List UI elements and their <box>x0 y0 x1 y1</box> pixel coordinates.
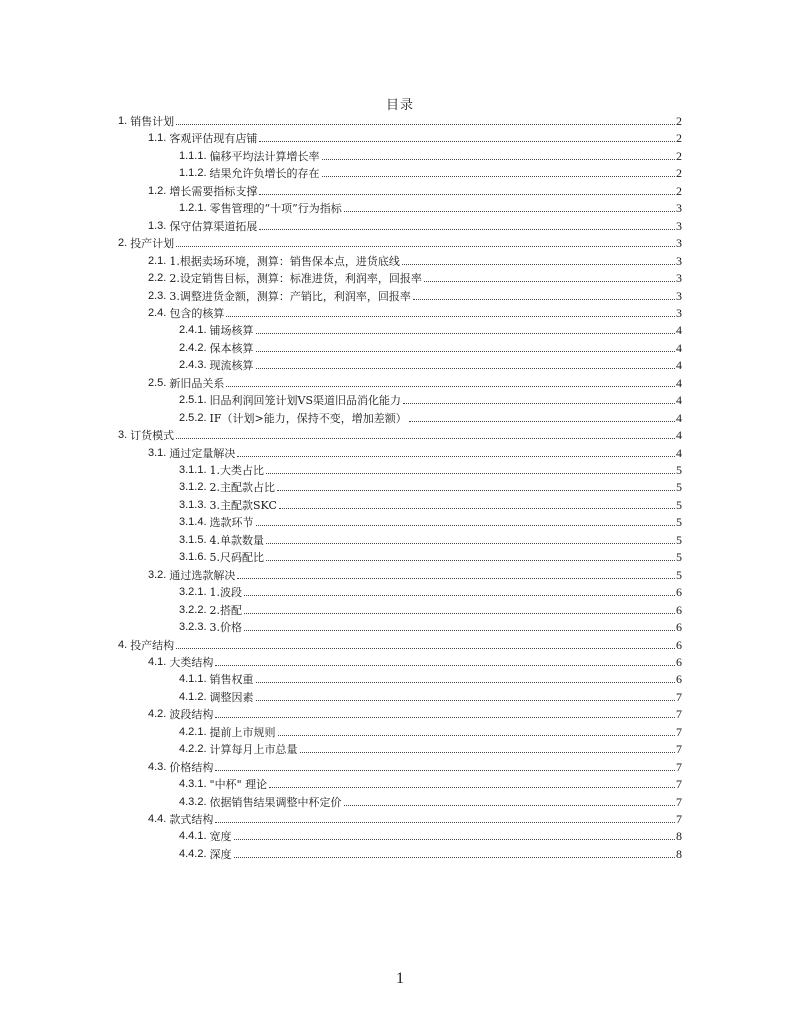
dot-leader <box>256 333 675 334</box>
toc-entry[interactable] <box>179 163 682 180</box>
toc-entry-number: 4.2.2. <box>179 743 207 756</box>
toc-entry-number: 2.3. <box>148 289 167 302</box>
toc-entry-number: 3.1.6. <box>179 551 207 564</box>
toc-entry-number: 1.3. <box>148 219 167 232</box>
toc-entry-label[interactable]: 1.波段 <box>209 586 243 600</box>
toc-entry-page[interactable]: 3 <box>676 218 682 233</box>
toc-entry-label[interactable]: 4.单款数量 <box>209 533 265 547</box>
toc-entry-number: 4.3.2. <box>179 795 207 808</box>
toc-entry-label[interactable]: 现流核算 <box>209 359 254 373</box>
toc-entry-label[interactable]: 宽度 <box>209 830 232 844</box>
toc-entry-page[interactable]: 4 <box>676 445 682 460</box>
toc-entry[interactable] <box>148 128 682 145</box>
toc-entry-label[interactable]: 结果允许负增长的存在 <box>209 167 320 181</box>
toc-entry[interactable] <box>148 286 682 303</box>
toc-entry-page[interactable]: 4 <box>676 323 682 338</box>
dot-leader <box>266 473 675 474</box>
toc-entry-page[interactable]: 5 <box>676 497 682 512</box>
toc-entry-number: 3. <box>118 429 128 442</box>
dot-leader <box>269 787 675 788</box>
dot-leader <box>226 316 675 317</box>
toc-entry-page[interactable]: 5 <box>676 550 682 565</box>
toc-entry-label[interactable]: 波段结构 <box>169 708 214 722</box>
toc-entry-number: 3.1.2. <box>179 481 207 494</box>
toc-entry-page[interactable]: 6 <box>676 602 682 617</box>
dot-leader <box>266 543 675 544</box>
toc-entry-number: 4.1. <box>148 655 167 668</box>
toc-entry-page[interactable]: 7 <box>676 724 682 739</box>
dot-leader <box>266 560 675 561</box>
toc-entry[interactable] <box>148 373 682 390</box>
toc-entry-number: 4.3.1. <box>179 778 207 791</box>
toc-entry-page[interactable]: 3 <box>676 271 682 286</box>
toc-entry[interactable] <box>148 809 682 826</box>
toc-entry-label[interactable]: 深度 <box>209 847 232 861</box>
toc-entry-label[interactable]: 1.根据卖场环境，测算：销售保本点，进货底线 <box>169 254 400 268</box>
toc-entry[interactable] <box>148 652 682 669</box>
toc-entry-label[interactable]: 偏移平均法计算增长率 <box>209 149 320 163</box>
toc-entry-label[interactable]: 3.价格 <box>209 621 243 635</box>
toc-entry[interactable] <box>179 547 682 564</box>
dot-leader <box>215 822 675 823</box>
toc-entry[interactable] <box>179 512 682 529</box>
dot-leader <box>402 264 675 265</box>
toc-entry-number: 3.1.3. <box>179 498 207 511</box>
toc-entry-label[interactable]: 零售管理的“十项”行为指标 <box>209 202 342 216</box>
toc-entry-label[interactable]: 投产计划 <box>130 237 175 251</box>
toc-entry-number: 2.4.1. <box>179 324 207 337</box>
toc-entry[interactable] <box>179 338 682 355</box>
toc-entry-page[interactable]: 4 <box>676 428 682 443</box>
toc-entry-label[interactable]: 销售权重 <box>209 673 254 687</box>
dot-leader <box>215 717 675 718</box>
toc-entry-number: 2.5. <box>148 376 167 389</box>
toc-entry-page[interactable]: 5 <box>676 515 682 530</box>
dot-leader <box>413 299 675 300</box>
toc-entry-number: 2.4. <box>148 306 167 319</box>
toc-entry[interactable] <box>118 425 682 442</box>
toc-entry-label[interactable]: 计算每月上市总量 <box>209 743 298 757</box>
dot-leader <box>322 176 675 177</box>
toc-entry-page[interactable]: 7 <box>676 812 682 826</box>
toc-entry-page[interactable]: 6 <box>676 637 682 652</box>
toc-entry-label[interactable]: 保本核算 <box>209 341 254 355</box>
dot-leader <box>344 211 675 212</box>
toc-entry[interactable] <box>148 757 682 774</box>
toc-entry-number: 4.3. <box>148 760 167 773</box>
dot-leader <box>256 700 675 701</box>
dot-leader <box>300 752 675 753</box>
toc-entry-label[interactable]: 1.大类占比 <box>209 464 265 477</box>
toc-entry-page[interactable]: 2 <box>676 131 682 146</box>
toc-entry-number: 2.4.3. <box>179 359 207 372</box>
toc-entry-label[interactable]: 依据销售结果调整中杯定价 <box>209 795 342 809</box>
toc-entry-label[interactable]: 通过定量解决 <box>169 446 236 460</box>
toc-entry-label[interactable]: 旧品利润回笼计划VS渠道旧品消化能力 <box>209 394 402 408</box>
dot-leader <box>237 578 675 579</box>
toc-entry[interactable] <box>179 477 682 494</box>
toc-entry[interactable] <box>148 268 682 285</box>
toc-entry-page[interactable]: 4 <box>676 358 682 373</box>
dot-leader <box>403 403 675 404</box>
toc-entry[interactable] <box>118 111 682 128</box>
dot-leader <box>176 648 675 649</box>
toc-entry-page[interactable]: 7 <box>676 777 682 792</box>
toc-entry-number: 4. <box>118 638 128 651</box>
dot-leader <box>256 368 675 369</box>
toc-entry-label[interactable]: 大类结构 <box>169 655 214 669</box>
toc-entry-label[interactable]: 客观评估现有店铺 <box>169 132 258 146</box>
toc-entry-page[interactable]: 5 <box>676 463 682 477</box>
toc-entry-number: 1.2.1. <box>179 202 207 215</box>
toc-title: 目录 <box>385 98 414 113</box>
toc-entry-label[interactable]: 3.调整进货金额，测算：产销比，利润率，回报率 <box>169 289 411 303</box>
toc-entry-page[interactable]: 3 <box>676 253 682 268</box>
toc-entry-page[interactable]: 8 <box>676 846 682 861</box>
toc-entry[interactable] <box>179 774 682 791</box>
toc-entry-label[interactable]: 增长需要指标支撑 <box>169 184 258 198</box>
toc-entry-page[interactable]: 7 <box>676 794 682 809</box>
toc-entry-label[interactable]: 销售计划 <box>130 115 175 128</box>
toc-entry-number: 3.1.4. <box>179 516 207 529</box>
toc-entry-label[interactable]: 3.主配款SKC <box>209 498 277 512</box>
toc-entry-number: 3.2. <box>148 568 167 581</box>
toc-entry-label[interactable]: 保守估算渠道拓展 <box>169 219 258 233</box>
dot-leader <box>259 141 675 142</box>
toc-entry-number: 1. <box>118 115 128 127</box>
toc-entry-page[interactable]: 6 <box>676 585 682 600</box>
toc-entry[interactable] <box>118 635 682 652</box>
dot-leader <box>244 630 675 631</box>
toc-entry-number: 2. <box>118 237 128 250</box>
toc-entry-number: 4.1.1. <box>179 673 207 686</box>
toc-entry-label[interactable]: 投产结构 <box>130 638 175 652</box>
toc-entry-page[interactable]: 8 <box>676 829 682 844</box>
toc-entry-page[interactable]: 3 <box>676 236 682 251</box>
toc-entry-number: 4.2. <box>148 708 167 721</box>
toc-entry[interactable] <box>148 251 682 268</box>
toc-entry[interactable] <box>179 582 682 599</box>
dot-leader <box>256 525 675 526</box>
dot-leader <box>322 159 675 160</box>
dot-leader <box>176 246 675 247</box>
toc-entry[interactable] <box>148 565 682 582</box>
toc-entry-page[interactable]: 5 <box>676 532 682 547</box>
toc-entry-number: 4.4. <box>148 813 167 825</box>
toc-entry-page[interactable]: 7 <box>676 707 682 722</box>
toc-entry[interactable] <box>179 600 682 617</box>
toc-entry-number: 2.5.1. <box>179 394 207 407</box>
toc-entry[interactable] <box>148 181 682 198</box>
toc-entry[interactable] <box>179 722 682 739</box>
toc-entry-label[interactable]: "中杯" 理论 <box>209 778 268 792</box>
toc-entry-page[interactable]: 3 <box>676 288 682 303</box>
toc-entry[interactable] <box>179 826 682 843</box>
toc-entry[interactable] <box>179 530 682 547</box>
toc-entry-number: 1.2. <box>148 184 167 197</box>
toc-entry-number: 3.1. <box>148 446 167 459</box>
toc-entry-label[interactable]: 调整因素 <box>209 690 254 704</box>
toc-entry-number: 2.2. <box>148 272 167 285</box>
toc-entry-label[interactable]: 5.尺码配比 <box>209 551 265 565</box>
dot-leader <box>237 456 675 457</box>
toc-entry-label[interactable]: 订货模式 <box>130 429 175 443</box>
toc-entry-label[interactable]: 选款环节 <box>209 516 254 530</box>
toc-entry[interactable] <box>179 495 682 512</box>
toc-entry-label[interactable]: 铺场核算 <box>209 324 254 338</box>
toc-entry-page[interactable]: 2 <box>676 183 682 198</box>
toc-entry-label[interactable]: 2.设定销售目标，测算：标准进货，利润率，回报率 <box>169 272 422 286</box>
dot-leader <box>279 508 675 509</box>
toc-entry-page[interactable]: 5 <box>676 480 682 495</box>
toc-entry-label[interactable]: IF（计划>能力，保持不变，增加差额） <box>209 411 407 425</box>
toc-entry-label[interactable]: 提前上市规则 <box>209 725 276 739</box>
toc-entry-number: 1.1.2. <box>179 167 207 180</box>
dot-leader <box>278 735 675 736</box>
toc-entry[interactable] <box>148 704 682 721</box>
toc-entry[interactable] <box>179 390 682 407</box>
toc-entry-number: 2.1. <box>148 254 167 267</box>
toc-entry[interactable] <box>179 687 682 704</box>
toc-entry[interactable] <box>179 460 682 477</box>
toc-entry-number: 4.4.2. <box>179 847 207 860</box>
dot-leader <box>256 351 675 352</box>
dot-leader <box>215 770 675 771</box>
dot-leader <box>244 595 675 596</box>
toc-entry-label[interactable]: 价格结构 <box>169 760 214 774</box>
toc-entry[interactable] <box>179 408 682 425</box>
toc-entry-page[interactable]: 6 <box>676 654 682 669</box>
toc-entry-page[interactable]: 2 <box>676 148 682 163</box>
toc-entry-number: 2.5.2. <box>179 411 207 424</box>
dot-leader <box>176 124 675 125</box>
page-number: 1 <box>396 970 404 987</box>
dot-leader <box>234 857 675 858</box>
toc-entry[interactable] <box>179 792 682 809</box>
toc-entry-page[interactable]: 7 <box>676 689 682 704</box>
dot-leader <box>424 281 675 282</box>
toc-entry-page[interactable]: 5 <box>676 567 682 582</box>
toc-entry-number: 3.2.2. <box>179 603 207 616</box>
toc-entry-label[interactable]: 2.搭配 <box>209 603 243 617</box>
toc-entry-number: 3.1.5. <box>179 533 207 546</box>
toc-entry-number: 2.4.2. <box>179 341 207 354</box>
dot-leader <box>215 665 675 666</box>
toc-entry-page[interactable]: 2 <box>676 114 682 128</box>
toc-entry-page[interactable]: 4 <box>676 375 682 390</box>
toc-entry-number: 4.1.2. <box>179 690 207 703</box>
toc-entry[interactable] <box>179 198 682 215</box>
toc-entry-page[interactable]: 4 <box>676 340 682 355</box>
toc-entry[interactable] <box>148 303 682 320</box>
toc-entry-number: 1.1. <box>148 132 167 145</box>
toc-entry-page[interactable]: 6 <box>676 672 682 687</box>
toc-entry-label[interactable]: 2.主配款占比 <box>209 481 276 495</box>
toc-entry[interactable] <box>148 443 682 460</box>
toc-entry-label[interactable]: 包含的核算 <box>169 306 225 320</box>
toc-entry-page[interactable]: 7 <box>676 759 682 774</box>
toc-entry-page[interactable]: 7 <box>676 742 682 757</box>
toc-entry[interactable] <box>179 669 682 686</box>
toc-entry-number: 3.2.1. <box>179 586 207 599</box>
dot-leader <box>259 229 675 230</box>
dot-leader <box>176 438 675 439</box>
toc-entry-page[interactable]: 4 <box>676 410 682 425</box>
toc-entry-page[interactable]: 2 <box>676 166 682 181</box>
toc-entry[interactable] <box>148 216 682 233</box>
toc-entry-label[interactable]: 通过选款解决 <box>169 568 236 582</box>
dot-leader <box>234 839 675 840</box>
toc-entry-page[interactable]: 3 <box>676 201 682 216</box>
toc-entry[interactable] <box>179 617 682 634</box>
toc-entry-number: 3.1.1. <box>179 464 207 476</box>
dot-leader <box>409 421 675 422</box>
toc-entry[interactable] <box>179 355 682 372</box>
toc-entry-number: 3.2.3. <box>179 621 207 634</box>
toc-entry-number: 1.1.1. <box>179 149 207 162</box>
toc-entry-label[interactable]: 新旧品关系 <box>169 376 225 390</box>
toc-entry-number: 4.4.1. <box>179 830 207 843</box>
toc-entry-number: 4.2.1. <box>179 725 207 738</box>
dot-leader <box>226 386 675 387</box>
toc-entry-page[interactable]: 4 <box>676 393 682 408</box>
toc-entry-page[interactable]: 3 <box>676 305 682 320</box>
toc-entry-label[interactable]: 款式结构 <box>169 813 214 826</box>
toc-entry[interactable] <box>118 233 682 250</box>
toc-entry[interactable] <box>179 146 682 163</box>
toc-entry[interactable] <box>179 844 682 861</box>
toc-entry[interactable] <box>179 739 682 756</box>
dot-leader <box>256 682 675 683</box>
dot-leader <box>277 490 675 491</box>
toc-entry-page[interactable]: 6 <box>676 620 682 635</box>
dot-leader <box>259 194 675 195</box>
dot-leader <box>344 805 675 806</box>
toc-entry[interactable] <box>179 320 682 337</box>
dot-leader <box>244 613 675 614</box>
